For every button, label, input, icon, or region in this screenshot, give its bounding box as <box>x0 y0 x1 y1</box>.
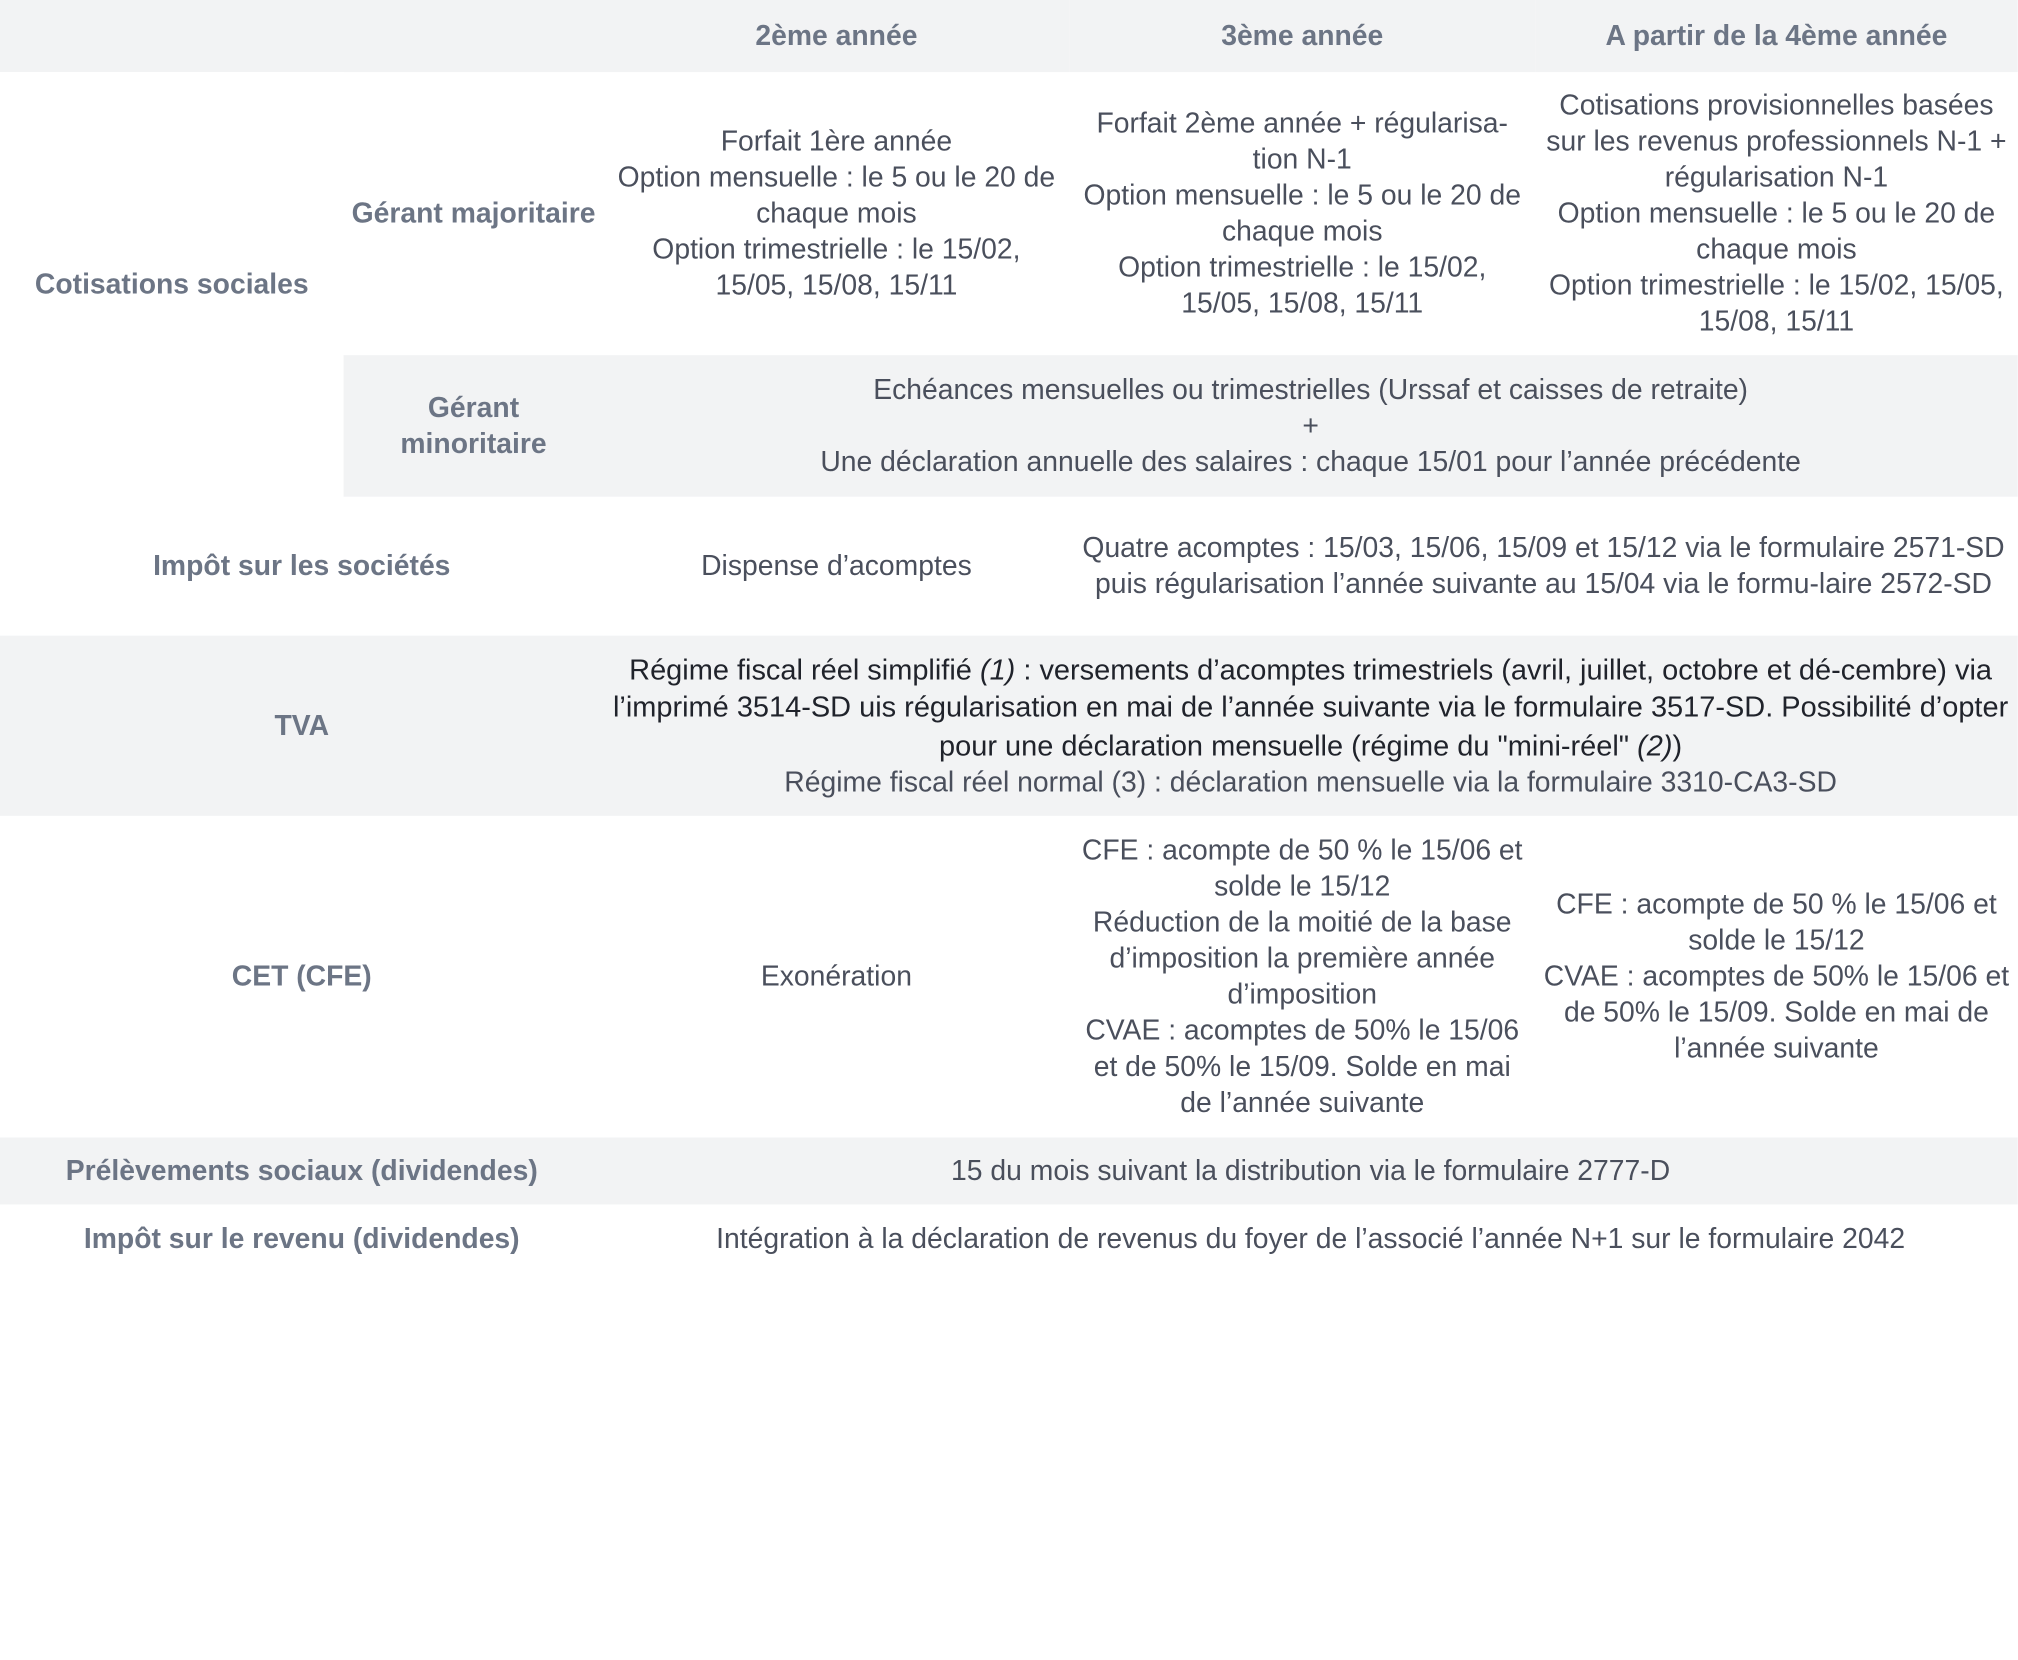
majoritaire-year-2 <box>604 72 1070 355</box>
header-row <box>0 0 2018 72</box>
tva-simplifie-text: : versements d’acomptes trimestriels (avril, juillet, octobre et dé-cembre) via l’imprimé 3514-SD uis régularisation en mai de l’année suivante via le formulaire 3517-SD. Possibilité d’opter pour une déclaration mensuelle (régime du "mini-réel" <box>612 653 2009 762</box>
header-year-3: 3ème année <box>1069 0 1535 72</box>
multiline-text: Echéances mensuelles ou trimestrielles (Urssaf et caisses de retraite) + Une déclaration annuelle des salaires : chaque 15/01 pour l’année précédente <box>820 373 1801 478</box>
header-blank-cell <box>0 0 604 72</box>
cet-year-4-plus <box>1535 816 2018 1138</box>
impot-societes-year-2: Dispense d’acomptes <box>701 549 972 582</box>
impot-revenu-label: Impôt sur le revenu (dividendes) <box>83 1222 520 1255</box>
minoritaire-deadlines <box>604 355 2018 497</box>
gerant-minoritaire-label: Gérant minoritaire <box>344 355 604 497</box>
footnote-ref: (1) <box>979 653 1016 686</box>
impot-societes-year-3-plus: Quatre acomptes : 15/03, 15/06, 15/09 et 15/12 via le formulaire 2571-SD puis régularisation l’année suivante au 15/04 via le formu-laire 2572-SD <box>1082 531 2005 600</box>
row-tva <box>0 636 2018 816</box>
header-year-2: 2ème année <box>604 0 1070 72</box>
cet-label: CET (CFE) <box>231 959 372 993</box>
prelevements-deadline: 15 du mois suivant la distribution via le formulaire 2777-D <box>604 1138 2018 1205</box>
prelevements-label: Prélèvements sociaux (dividendes) <box>0 1138 604 1205</box>
row-gerant-majoritaire <box>0 72 2018 355</box>
row-impot-societes <box>0 497 2018 636</box>
header-year-4-plus: A partir de la 4ème année <box>1535 0 2018 72</box>
footnote-ref: (2) <box>1637 729 1673 762</box>
tva-label: TVA <box>0 636 604 816</box>
tva-regime-normal: Régime fiscal réel normal (3) : déclaration mensuelle via la formulaire 3310-CA3-SD <box>784 765 1837 799</box>
multiline-text: Forfait 1ère année Option mensuelle : le 5 ou le 20 de chaque mois Option trimestrielle : le 15/02, 15/05, 15/08, 15/11 <box>617 124 1056 302</box>
multiline-text: Cotisations provisionnelles basées sur les revenus professionnels N-1 + régularisation N-1 Option mensuelle : le 5 ou le 20 de chaque mois Option trimestrielle : le 15/02, 15/05, 15/08, 15/11 <box>1546 88 2007 338</box>
multiline-text: Forfait 2ème année + régularisa-tion N-1 Option mensuelle : le 5 ou le 20 de chaque mois Option trimestrielle : le 15/02, 15/05, 15/08, 15/11 <box>1083 106 1521 320</box>
cotisations-sociales-label: Cotisations sociales <box>0 72 344 497</box>
impot-revenu-deadline: Intégration à la déclaration de revenus du foyer de l’associé l’année N+1 sur le formulaire 2042 <box>716 1222 1906 1255</box>
tva-deadlines <box>604 636 2018 816</box>
cet-year-3 <box>1069 816 1535 1138</box>
tva-regime-simplifie <box>611 651 2010 765</box>
tva-simplifie-text: ) <box>1672 729 1683 762</box>
gerant-majoritaire-label: Gérant majoritaire <box>351 196 596 230</box>
majoritaire-year-4-plus <box>1535 72 2018 355</box>
tva-simplifie-text: Régime fiscal réel simplifié <box>629 653 980 686</box>
row-prelevements-sociaux <box>0 1138 2018 1205</box>
impot-societes-label: Impôt sur les sociétés <box>153 549 451 582</box>
majoritaire-year-3 <box>1069 72 1535 355</box>
cet-year-2: Exonération <box>760 959 912 993</box>
row-impot-revenu <box>0 1204 2018 1273</box>
multiline-text: CFE : acompte de 50 % le 15/06 et solde le 15/12 CVAE : acomptes de 50% le 15/06 et de 50% le 15/09. Solde en mai de l’année suivante <box>1543 887 2010 1065</box>
row-cet <box>0 816 2018 1138</box>
multiline-text: CFE : acompte de 50 % le 15/06 et solde le 15/12 Réduction de la moitié de la base d’imposition la première année d’imposition CVAE : acomptes de 50% le 15/06 et de 50% le 15/09. Solde en mai de l’année suivante <box>1081 833 1523 1119</box>
